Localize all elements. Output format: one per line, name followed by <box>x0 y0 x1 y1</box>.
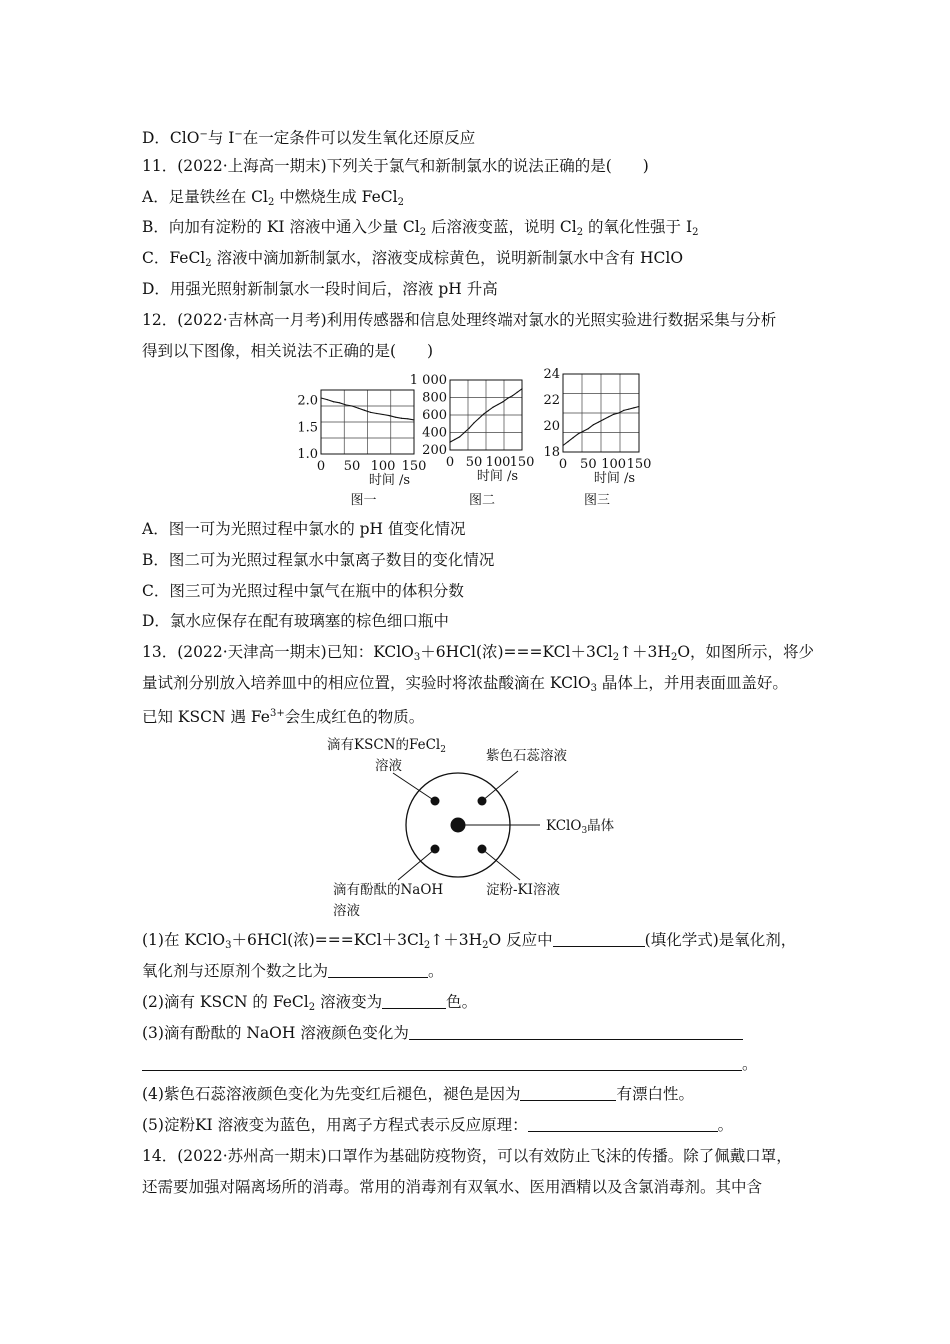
chart3-data-point <box>593 424 594 425</box>
leader-litmus <box>482 771 518 801</box>
q13-part5: (5)淀粉KI 溶液变为蓝色，用离子方程式表示反应原理： 。 <box>142 1116 734 1134</box>
chart3-data-point <box>628 409 629 410</box>
chart2-data-point <box>497 404 498 405</box>
chart1-xlabel: 时间 /s <box>368 473 410 488</box>
q13-part3: (3)滴有酚酞的 NaOH 溶液颜色变化为 <box>142 1022 743 1044</box>
chart3-data-point <box>562 445 563 446</box>
chart2-xtick: 100 <box>485 455 511 470</box>
chart3-data-point <box>573 437 574 438</box>
chart3-xtick: 150 <box>626 457 652 472</box>
chart3-ytick: 22 <box>543 393 560 408</box>
chart2-data-point <box>493 407 494 408</box>
chart1-data-point <box>395 417 396 418</box>
chart1-data-point <box>333 401 334 402</box>
chart3-data-point <box>623 410 624 411</box>
q14-line2: 还需要加强对隔离场所的消毒。常用的消毒剂有双氧水、医用酒精以及含氯消毒剂。其中含 <box>142 1178 763 1196</box>
chart2-data-point <box>502 401 503 402</box>
chart3-data-point <box>633 407 634 408</box>
label-starch-ki: 淀粉-KI溶液 <box>486 882 560 898</box>
chart1-xtick: 150 <box>401 459 427 474</box>
label-fecl2-line2: 溶液 <box>375 758 402 774</box>
chart3-xlabel: 时间 /s <box>593 471 635 486</box>
q14-line1: 14．(2022·苏州高一期末)口罩作为基础防疫物资，可以有效防止飞沫的传播。除了佩戴口罩， <box>142 1147 792 1165</box>
q13-stem-line2: 量试剂分别放入培养皿中的相应位置，实验时将浓盐酸滴在 KClO$_3$ 晶体上，并用表面皿盖好。 <box>142 674 788 694</box>
q11-stem: 11．(2022·上海高一期末)下列关于氯气和新制氯水的说法正确的是( ) <box>142 157 649 175</box>
q12-option-c: C．图三可为光照过程中氯气在瓶中的体积分数 <box>142 582 464 600</box>
answer-blank-5[interactable] <box>528 1115 718 1132</box>
answer-blank-4[interactable] <box>520 1084 616 1101</box>
answer-blank-3b[interactable] <box>142 1054 742 1071</box>
label-kclo3: KClO$_3$晶体 <box>546 818 615 836</box>
chart3-data-point <box>608 416 609 417</box>
chart3-data-point <box>618 412 619 413</box>
chart1-ytick: 1.5 <box>297 420 318 436</box>
chart1-data-point <box>364 410 365 411</box>
q11-option-b: B．向加有淀粉的 KI 溶液中通入少量 $Cl_2$ 后溶液变蓝，说明 $Cl_2$ 的氧化性强于 $I_2$ <box>142 218 699 238</box>
chart3-data-point <box>588 428 589 429</box>
answer-blank-1b[interactable] <box>328 961 428 978</box>
answer-blank-3a[interactable] <box>409 1023 743 1040</box>
label-naoh-line2: 溶液 <box>333 903 360 919</box>
chart3-data-point <box>578 433 579 434</box>
q10-option-d: D．ClO−与 I−在一定条件可以发生氧化还原反应 <box>142 129 476 147</box>
chart2-data-point <box>454 439 455 440</box>
q12-stem-line1: 12．(2022·吉林高一月考)利用传感器和信息处理终端对氯水的光照实验进行数据采集与分析 <box>142 311 777 329</box>
chart1-data-point <box>339 402 340 403</box>
chart3-xtick: 50 <box>580 457 597 472</box>
chart2-data-point <box>483 414 484 415</box>
q13-part2: (2)滴有 KSCN 的 FeCl$_2$ 溶液变为 色。 <box>142 993 478 1013</box>
chart1-title: 图一 <box>350 493 377 508</box>
chart2-xtick: 150 <box>509 455 535 470</box>
chart2-ytick: 1 000 <box>409 373 447 388</box>
chart1-xtick: 100 <box>370 459 396 474</box>
q13-part3-cont: 。 <box>142 1053 758 1075</box>
chart1-data-point <box>376 413 377 414</box>
chart2-data-point <box>517 392 518 393</box>
chart1-ytick: 1.0 <box>297 447 318 462</box>
chart2-data-point <box>449 442 450 443</box>
chart2-ytick: 400 <box>422 425 447 441</box>
chart2-data-point <box>521 388 522 389</box>
chart1-data-point <box>370 412 371 413</box>
chart2-xtick: 50 <box>465 455 483 470</box>
chart2-data-point <box>512 395 513 396</box>
chart2-data-point <box>473 422 474 423</box>
chart3-data-point <box>603 419 604 420</box>
chart1-xtick: 50 <box>343 459 361 474</box>
q11-option-a: A．足量铁丝在 $Cl_2$ 中燃烧生成 FeCl$_2$ <box>142 188 404 208</box>
chart1-xtick: 0 <box>316 459 326 474</box>
q11-option-c: C．FeCl$_2$ 溶液中滴加新制氯水，溶液变成棕黄色，说明新制氯水中含有 HClO <box>142 249 684 269</box>
chart3-title: 图三 <box>583 493 611 508</box>
leader-naoh <box>398 849 435 880</box>
q13-part1-cont: 氧化剂与还原剂个数之比为 。 <box>142 962 444 980</box>
chart3-ytick: 24 <box>543 368 560 382</box>
label-naoh-line1: 滴有酚酞的NaOH <box>333 882 444 898</box>
chart2-data-point <box>469 428 470 429</box>
chart3-data-point <box>567 441 568 442</box>
chart2-data-point <box>464 432 465 433</box>
chart2-data-point <box>459 436 460 437</box>
chart2-ytick: 600 <box>422 408 447 423</box>
chart1-data-point <box>327 399 328 400</box>
chart2-title: 图二 <box>468 493 496 508</box>
q12-stem-line2: 得到以下图像，相关说法不正确的是( ) <box>142 342 434 360</box>
q11-option-d: D．用强光照射新制氯水一段时间后，溶液 pH 升高 <box>142 280 498 298</box>
q13-part1: (1)在 KClO$_3$＋6HCl(浓)$===KCl+3Cl_2↑+3H_2O$ 反应中 (填化学式)是氧化剂， <box>142 931 797 951</box>
q13-stem-line1: 13．(2022·天津高一期末)已知：KClO$_3$＋6HCl(浓)$===KCl+3Cl_2↑+3H_2O$，如图所示，将少 <box>142 643 815 663</box>
q13-part4: (4)紫色石蕊溶液颜色变化为先变红后褪色，褪色是因为 有漂白性。 <box>142 1085 694 1103</box>
chart1-ytick: 2.0 <box>297 393 318 409</box>
chart1-data-point <box>345 404 346 405</box>
chart3-data-point <box>638 406 639 407</box>
chart3-data-point <box>598 422 599 423</box>
petri-dish-diagram <box>0 733 950 928</box>
chart3-xtick: 100 <box>601 457 627 472</box>
chart3-xtick: 0 <box>558 457 568 472</box>
chart2-ytick: 200 <box>422 443 447 458</box>
chart3-data-point <box>583 431 584 432</box>
q12-option-b: B．图二可为光照过程氯水中氯离子数目的变化情况 <box>142 551 495 569</box>
chart3-ytick: 20 <box>543 419 560 434</box>
chart3-ytick: 18 <box>543 445 560 460</box>
chart1-data-point <box>320 397 321 398</box>
chart2-data-point <box>507 398 508 399</box>
chart1-data-point <box>358 408 359 409</box>
q13-stem-line3: 已知 KSCN 遇 $Fe^{3+}$会生成红色的物质。 <box>142 708 425 726</box>
label-litmus: 紫色石蕊溶液 <box>486 748 567 764</box>
chart1-data-point <box>413 419 414 420</box>
chart2-data-point <box>478 418 479 419</box>
answer-blank-2[interactable] <box>382 992 446 1009</box>
chart2-xtick: 0 <box>445 455 455 470</box>
q12-charts <box>0 368 950 518</box>
chart1-data-point <box>401 418 402 419</box>
q12-option-d: D．氯水应保存在配有玻璃塞的棕色细口瓶中 <box>142 612 449 630</box>
chart1-data-point <box>382 414 383 415</box>
chart1-data-point <box>389 415 390 416</box>
q12-option-a: A．图一可为光照过程中氯水的 pH 值变化情况 <box>142 520 466 538</box>
answer-blank-1a[interactable] <box>553 930 645 947</box>
chart1-data-point <box>351 405 352 406</box>
label-fecl2-line1: 滴有KSCN的FeCl$_2$ <box>327 737 446 755</box>
chart2-data-point <box>488 410 489 411</box>
chart2-xlabel: 时间 /s <box>476 469 518 484</box>
chart2-ytick: 800 <box>422 390 447 406</box>
chart1-data-point <box>407 418 408 419</box>
chart3-data-point <box>613 414 614 415</box>
